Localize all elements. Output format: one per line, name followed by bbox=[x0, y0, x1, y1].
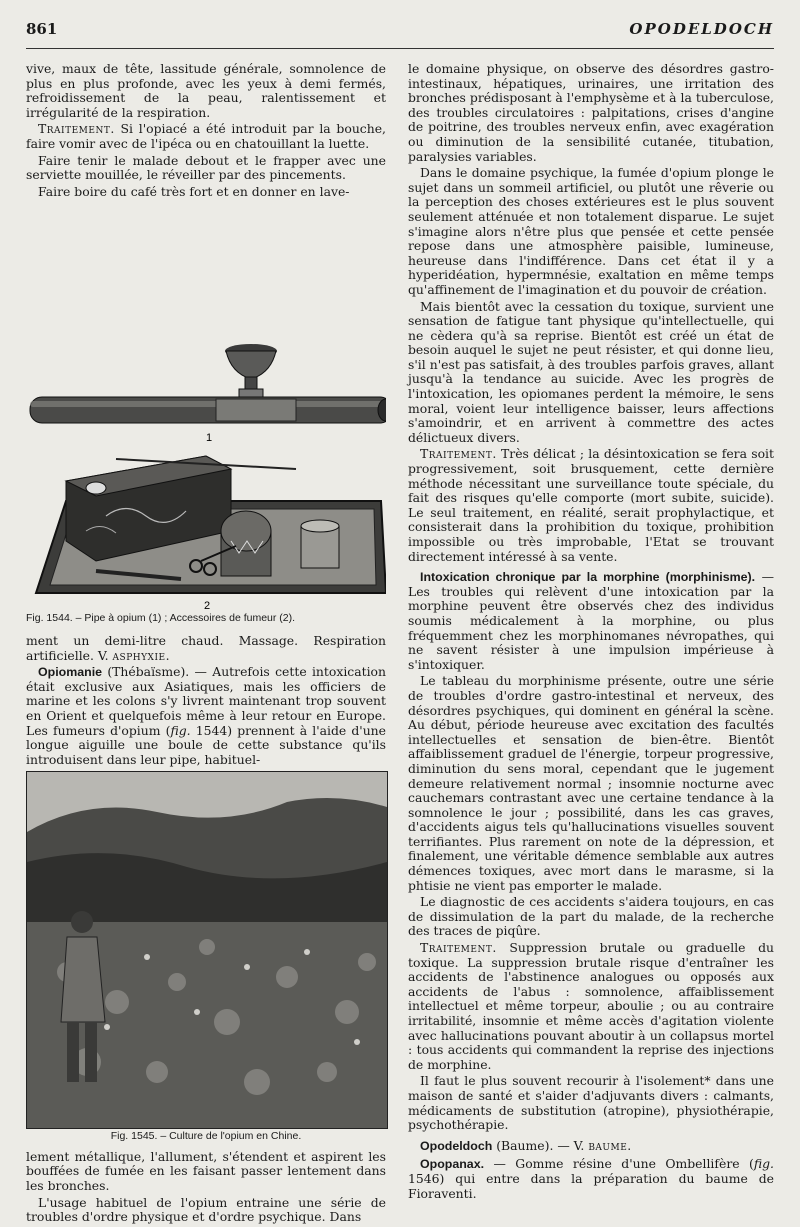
entry-subtitle: (Thébaïsme). — bbox=[102, 664, 213, 680]
page-number: 861 bbox=[26, 20, 58, 38]
figure-caption: Fig. 1545. – Culture de l'opium en Chine. bbox=[110, 1130, 302, 1143]
paragraph-text: 1546) qui entre dans la préparation du baume de Fioraventi. bbox=[408, 1170, 774, 1201]
opium-pipe-illustration bbox=[26, 201, 386, 611]
opium-field-photo bbox=[27, 772, 387, 1128]
cross-reference: baume. bbox=[588, 1137, 632, 1153]
paragraph: Faire tenir le malade debout et le frapper avec une serviette mouillée, le réveiller par des pincements. bbox=[26, 152, 386, 183]
paragraph bbox=[26, 122, 386, 151]
entry-title: Intoxication chronique par la morphine (morphinisme). bbox=[420, 570, 756, 585]
right-column bbox=[408, 62, 774, 1203]
header-rule bbox=[26, 48, 774, 49]
paragraph: Faire boire du café très fort et en donner en lave- bbox=[38, 183, 350, 199]
entry-opiomanie bbox=[26, 665, 386, 767]
paragraph: Le tableau du morphinisme présente, outre une série de troubles d'ordre gastro-intestinal et nerveux, des désordres psychiques, qui dominent en général la scène. Au début, période heureuse avec excitation des facultés intellectuelles et sensation de bien-être. Bientôt affaiblissement graduel de l'énergie, torpeur progressive, diminution du sens moral, cependant que le jugement demeure relativement normal ; insomnie nocturne avec cauchemars contrastant avec une certaine tendance à la somnolence le jour ; possibilité, dans les cas graves, d'accidents aigus tels qu'hallucinations visuelles souvent terrifiantes. Plus rarement on note de la dépression, et finalement, une véritable démence semblable aux autres démences toxiques, avec mort dans le marasme, si la phtisie ne vient pas emporter le malade. bbox=[408, 673, 774, 893]
paragraph bbox=[408, 941, 774, 1072]
paragraph bbox=[26, 634, 386, 663]
figure-ref: fig. bbox=[170, 722, 191, 738]
entry-title: Opopanax. bbox=[420, 1157, 485, 1172]
figure-ref: fig. bbox=[753, 1156, 774, 1172]
treatment-label: Traitement. bbox=[420, 446, 497, 462]
paragraph-text: — Gomme résine d'une Ombellifère ( bbox=[484, 1156, 754, 1172]
paragraph-text: ment un demi-litre chaud. Massage. Respiration artificielle. V. bbox=[26, 632, 386, 663]
figure-label-1: 1 bbox=[206, 432, 213, 445]
paragraph-text: Suppression brutale ou graduelle du toxique. La suppression brutale risque d'entraîner les accidents de l'abstinence analogues ou opposés aux accidents de l'abus : somnolence, affaiblissement intellectuel et même torpeur, aboulie ; ou au contraire irritabilité, insomnie et même accès d'agitation violente avec hallucinations pouvant aboutir à un collapsus mortel : tous accidents qui commandent la reprise des injections de morphine. bbox=[408, 940, 774, 1072]
treatment-label: Traitement. bbox=[38, 121, 115, 137]
paragraph-text: Autrefois cette intoxication était exclusive aux Asiatiques, mais les officiers de marine et les colons s'y livrent maintenant trop souvent en Orient et quelquefois même à leur retour en Europe. Les fumeurs d'opium ( bbox=[26, 664, 386, 738]
running-title: OPODELDOCH bbox=[629, 20, 774, 38]
paragraph: vive, maux de tête, lassitude générale, somnolence de plus en plus profonde, avec les yeux à demi fermés, refroidissement de la peau, ralentissement et irrégularité de la respiration. bbox=[26, 61, 386, 120]
paragraph: Dans le domaine psychique, la fumée d'opium plonge le sujet dans un sommeil artificiel, ou plutôt une rêverie ou la perception des choses extérieures est le plus souvent seulement atténuée et non totalement disparue. Le sujet s'imagine alors n'être plus que pensée et cette pensée repose dans une atmosphère paisible, lumineuse, heureuse dans l'indifférence. Dans cet état il y a hyperidéation, hypermnésie, exaltation en même temps qu'affinement de l'imagination et du pouvoir de création. bbox=[408, 165, 774, 297]
page-header bbox=[26, 20, 774, 42]
entry-title: Opiomanie bbox=[38, 665, 103, 680]
paragraph-text: (Baume). — V. bbox=[492, 1137, 589, 1153]
paragraph: lement métallique, l'allument, s'étendent et aspirent les bouffées de fumée en les faisant passer lentement dans les bronches. bbox=[26, 1148, 386, 1194]
entry-opopanax bbox=[408, 1157, 774, 1201]
treatment-label: Traitement. bbox=[420, 940, 497, 956]
entry-opodeldoch bbox=[408, 1139, 774, 1154]
paragraph-text: Très délicat ; la désintoxication se fera soit progressivement, soit brusquement, cette dernière méthode nécessitant une surveillance toute spéciale, du fait des risques qu'elle comporte (mort subite, suicide). Le seul traitement, en réalité, serait prophylactique, et consisterait dans la prohibition du toxique, prohibition impossible ou très improbable, l'Etat se trouvant directement intéressé à sa vente. bbox=[408, 446, 774, 564]
figure-1544 bbox=[26, 201, 386, 611]
paragraph: le domaine physique, on observe des désordres gastro-intestinaux, hépatiques, urinaires, une irritation des bronches prédisposant à l'emphysème et à la tuberculose, des troubles circulatoires : palpitations, crises d'angine de poitrine, des troubles nerveux enfin, avec exagération ou diminution de la sensibilité cutanée, titubation, paralysies variables. bbox=[408, 61, 774, 164]
paragraph-text: 1544) prennent à l'aide d'une longue aiguille une boule de cette substance qu'ils introduisent dans leur pipe, habituel- bbox=[26, 722, 386, 767]
paragraph: L'usage habituel de l'opium entraine une série de troubles d'ordre physique et d'ordre psychique. Dans bbox=[26, 1194, 386, 1225]
paragraph: Mais bientôt avec la cessation du toxique, survient une sensation de fatigue tant physique qu'intellectuelle, qui ne cèdera qu'à sa reprise. Bientôt est créé un état de besoin auquel le sujet ne peut résister, et qui donne lieu, s'il n'est pas satisfait, à des troubles parfois graves, allant jusqu'à la tendance au suicide. Avec les progrès de l'intoxication, les opiomanes perdent la mémoire, le sens moral, voient leur intelligence baisser, leurs affections s'amoindrir, et en arrivent à commettre des actes délictueux divers. bbox=[408, 298, 774, 445]
entry-morphinisme bbox=[408, 570, 774, 672]
paragraph: Il faut le plus souvent recourir à l'isolement* dans une maison de santé et s'aider d'adjuvants divers : calmants, médicaments de substitution (atropine), physiothérapie, psychothérapie. bbox=[408, 1073, 774, 1133]
left-column bbox=[26, 62, 386, 1227]
paragraph: Le diagnostic de ces accidents s'aidera toujours, en cas de dissimulation de la part du malade, de la recherche des traces de piqûre. bbox=[408, 894, 774, 939]
entry-title: Opodeldoch bbox=[420, 1138, 493, 1153]
cross-reference: asphyxie. bbox=[112, 647, 171, 663]
figure-label-2: 2 bbox=[204, 600, 211, 612]
paragraph-text: Si l'opiacé a été introduit par la bouche, faire vomir avec de l'ipéca ou en chatouillant la luette. bbox=[26, 121, 386, 151]
figure-1545-photo bbox=[26, 771, 388, 1129]
figure-caption: Fig. 1544. – Pipe à opium (1) ; Accessoires de fumeur (2). bbox=[26, 612, 296, 625]
paragraph-text: — Les troubles qui relèvent d'une intoxication par la morphine peuvent être observés chez des individus soumis médicalement à la morphine, ou plus fréquemment chez les morphinomanes névropathes, qui ne savent résister à une impulsion impérieuse à s'intoxiquer. bbox=[408, 569, 774, 672]
paragraph bbox=[408, 447, 774, 564]
